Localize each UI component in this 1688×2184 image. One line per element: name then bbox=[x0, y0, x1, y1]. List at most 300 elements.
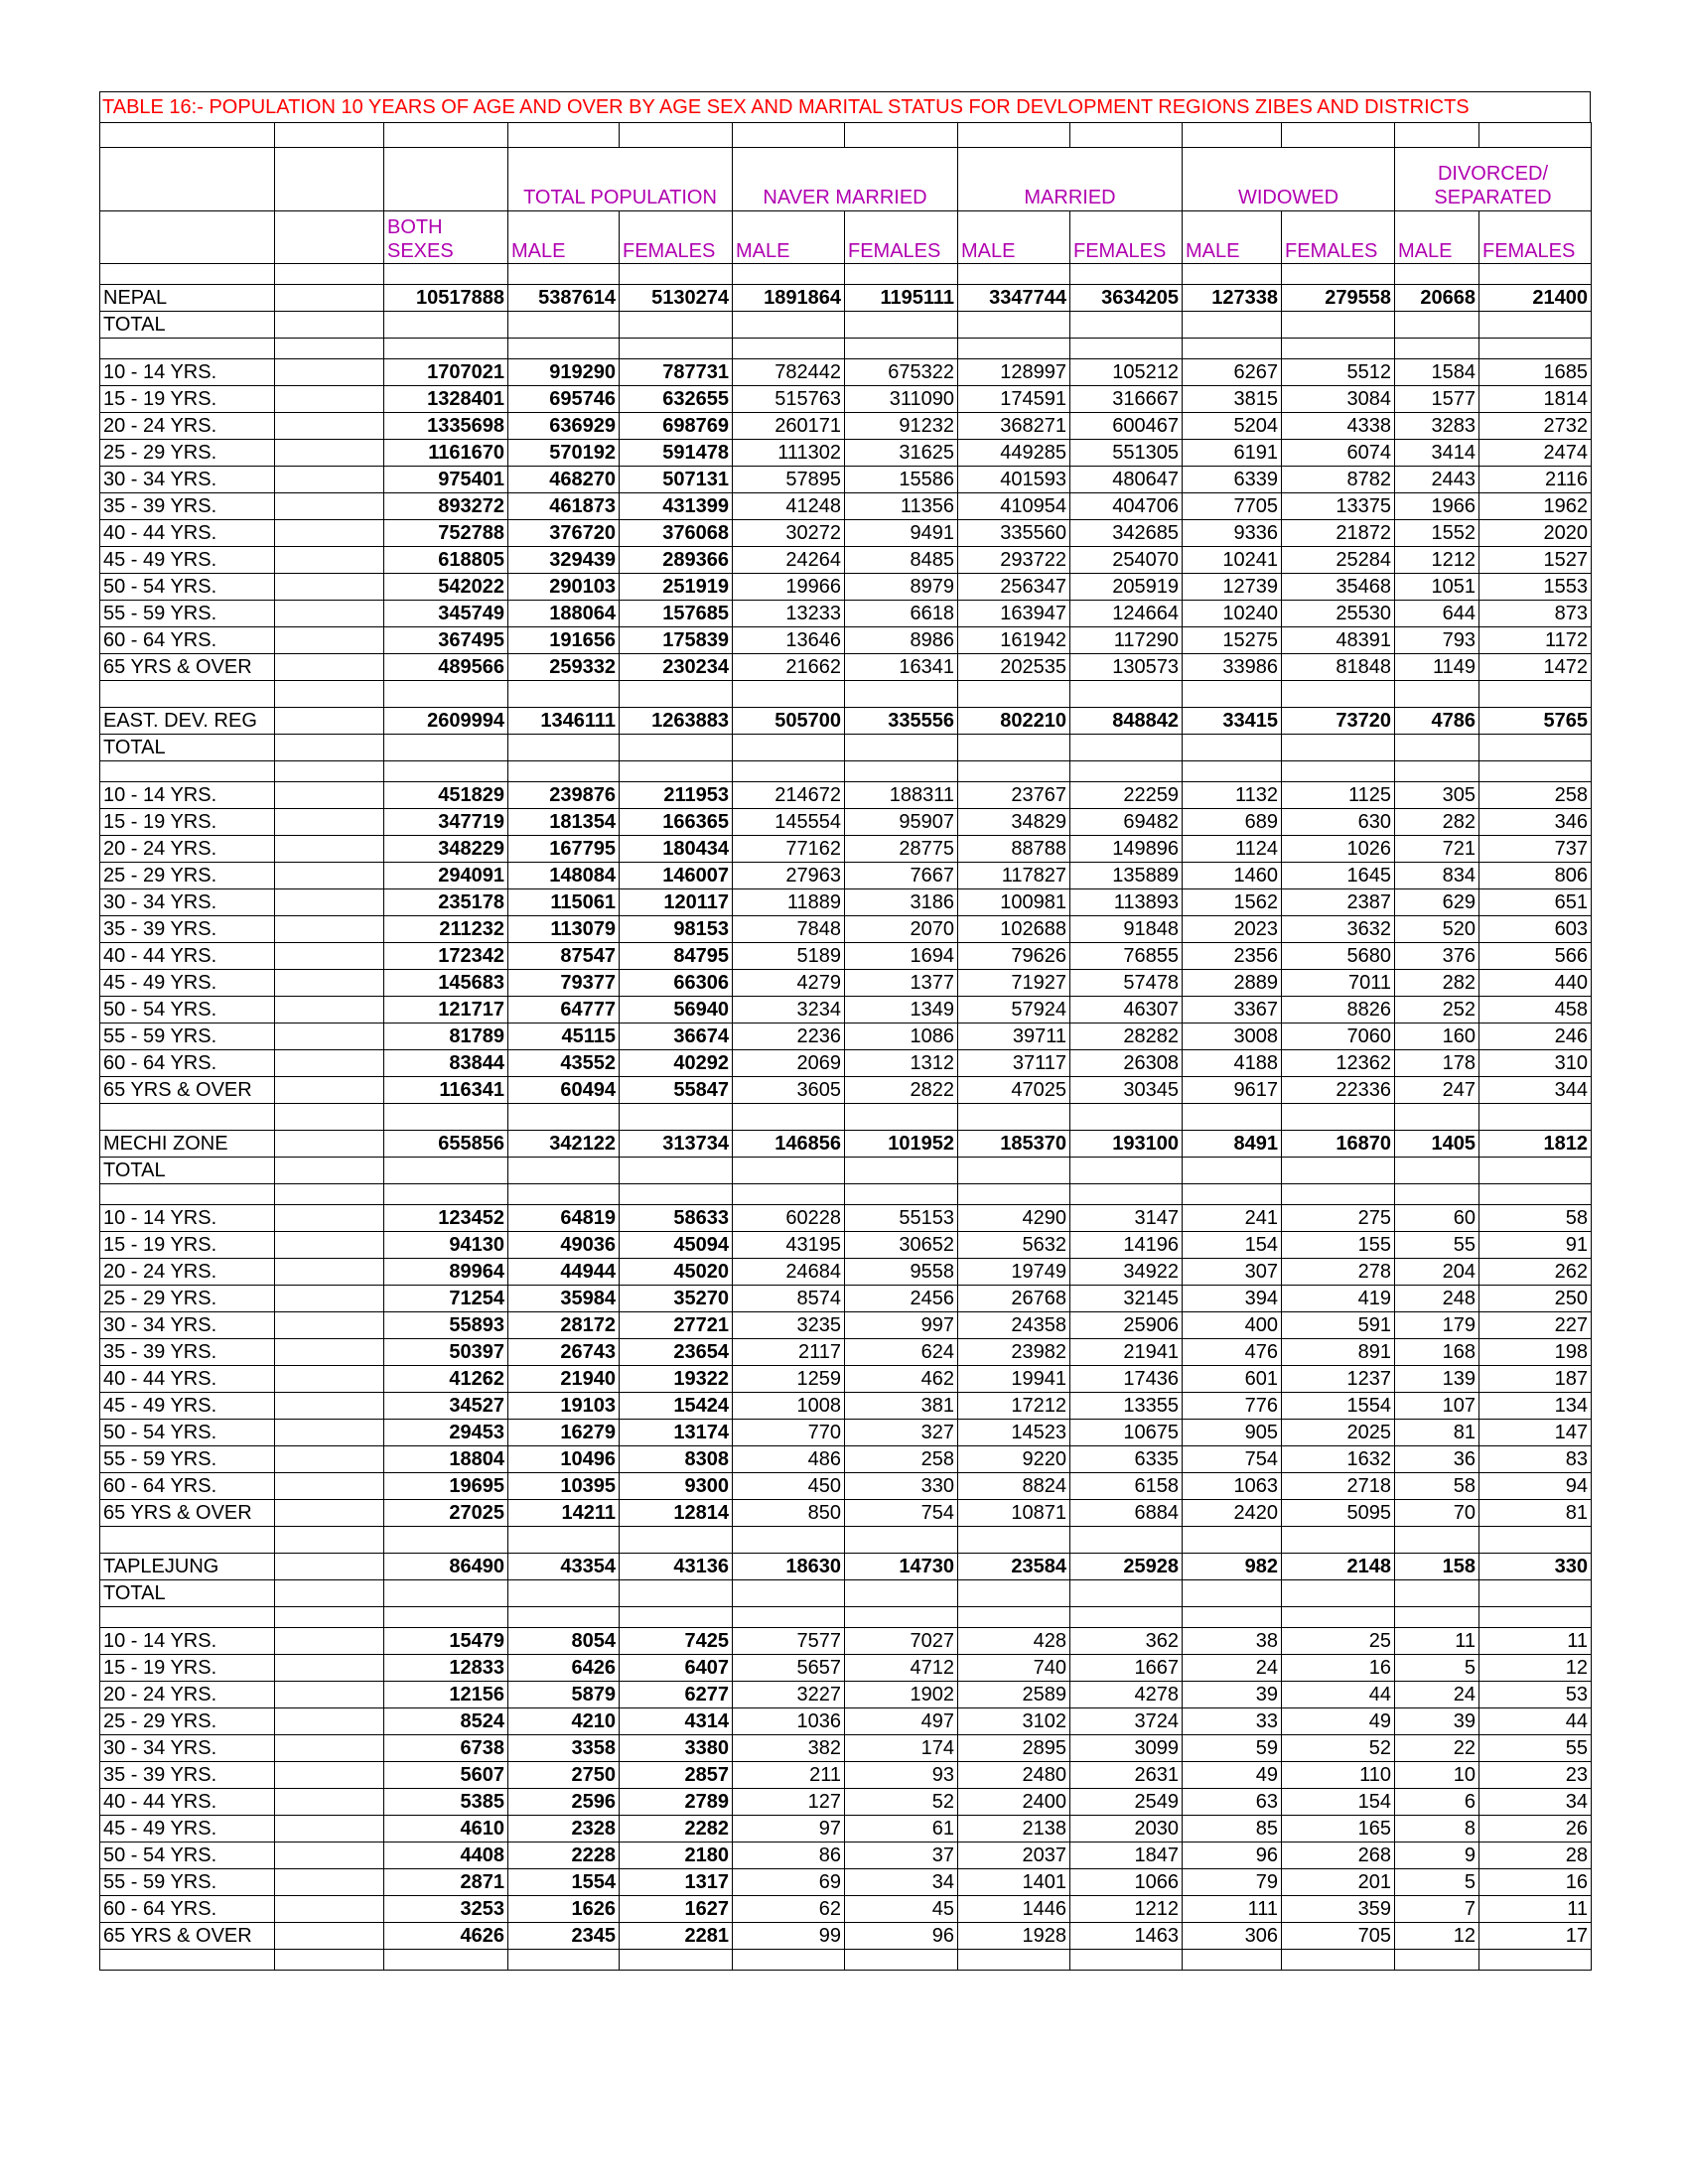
value-cell: 52 bbox=[845, 1789, 958, 1816]
empty-cell bbox=[275, 1554, 384, 1580]
value-cell: 344 bbox=[1479, 1077, 1592, 1104]
value-cell: 25 bbox=[1282, 1628, 1395, 1655]
empty-cell bbox=[100, 339, 275, 359]
table-row bbox=[100, 1735, 1592, 1762]
value-cell: 2281 bbox=[620, 1923, 733, 1950]
value-cell: 461873 bbox=[508, 493, 620, 520]
table-row bbox=[100, 1259, 1592, 1286]
empty-cell bbox=[384, 312, 508, 339]
total-value: 342122 bbox=[508, 1131, 620, 1158]
empty-cell bbox=[1479, 1158, 1592, 1184]
value-cell: 893272 bbox=[384, 493, 508, 520]
header-group-row bbox=[100, 148, 1592, 211]
value-cell: 1928 bbox=[958, 1923, 1070, 1950]
empty-cell bbox=[733, 735, 845, 761]
value-cell: 26768 bbox=[958, 1286, 1070, 1312]
value-cell: 2345 bbox=[508, 1923, 620, 1950]
value-cell: 2480 bbox=[958, 1762, 1070, 1789]
table-row bbox=[100, 836, 1592, 863]
value-cell: 644 bbox=[1395, 601, 1479, 627]
value-cell: 2070 bbox=[845, 916, 958, 943]
value-cell: 205919 bbox=[1070, 574, 1183, 601]
value-cell: 740 bbox=[958, 1655, 1070, 1682]
empty-cell bbox=[845, 761, 958, 782]
empty-cell bbox=[845, 1104, 958, 1131]
section-name: TAPLEJUNG bbox=[100, 1554, 275, 1580]
total-value: 33415 bbox=[1183, 708, 1282, 735]
col-divorced-male: MALE bbox=[1395, 211, 1479, 264]
empty-cell bbox=[1395, 1580, 1479, 1607]
value-cell: 55153 bbox=[845, 1205, 958, 1232]
value-cell: 147 bbox=[1479, 1420, 1592, 1446]
value-cell: 117290 bbox=[1070, 627, 1183, 654]
value-cell: 1577 bbox=[1395, 386, 1479, 413]
value-cell: 975401 bbox=[384, 467, 508, 493]
value-cell: 4279 bbox=[733, 970, 845, 997]
value-cell: 776 bbox=[1183, 1393, 1282, 1420]
value-cell: 60228 bbox=[733, 1205, 845, 1232]
value-cell: 1472 bbox=[1479, 654, 1592, 681]
value-cell: 737 bbox=[1479, 836, 1592, 863]
value-cell: 9617 bbox=[1183, 1077, 1282, 1104]
total-value: 146856 bbox=[733, 1131, 845, 1158]
value-cell: 10871 bbox=[958, 1500, 1070, 1527]
empty-cell bbox=[1070, 1184, 1183, 1205]
value-cell: 1966 bbox=[1395, 493, 1479, 520]
empty-cell bbox=[1479, 1607, 1592, 1628]
empty-cell bbox=[384, 681, 508, 708]
empty-cell bbox=[958, 735, 1070, 761]
table-row bbox=[100, 1923, 1592, 1950]
age-group-label: 40 - 44 YRS. bbox=[100, 1366, 275, 1393]
value-cell: 30652 bbox=[845, 1232, 958, 1259]
value-cell: 480647 bbox=[1070, 467, 1183, 493]
value-cell: 1667 bbox=[1070, 1655, 1183, 1682]
value-cell: 38 bbox=[1183, 1628, 1282, 1655]
table-row bbox=[100, 970, 1592, 997]
empty-cell bbox=[384, 1158, 508, 1184]
value-cell: 5680 bbox=[1282, 943, 1395, 970]
empty-cell bbox=[275, 1104, 384, 1131]
value-cell: 69 bbox=[733, 1869, 845, 1896]
empty-cell bbox=[845, 1607, 958, 1628]
value-cell: 81 bbox=[1395, 1420, 1479, 1446]
age-group-label: 55 - 59 YRS. bbox=[100, 1024, 275, 1050]
value-cell: 57895 bbox=[733, 467, 845, 493]
age-group-label: 55 - 59 YRS. bbox=[100, 1446, 275, 1473]
value-cell: 8824 bbox=[958, 1473, 1070, 1500]
age-group-label: 20 - 24 YRS. bbox=[100, 1682, 275, 1708]
empty-cell bbox=[1395, 312, 1479, 339]
empty-cell bbox=[384, 761, 508, 782]
empty-cell bbox=[384, 339, 508, 359]
table-row bbox=[100, 1682, 1592, 1708]
empty-cell bbox=[275, 1869, 384, 1896]
value-cell: 45094 bbox=[620, 1232, 733, 1259]
empty-cell bbox=[384, 1607, 508, 1628]
value-cell: 6335 bbox=[1070, 1446, 1183, 1473]
spacer-row bbox=[100, 1527, 1592, 1554]
value-cell: 22 bbox=[1395, 1735, 1479, 1762]
value-cell: 105212 bbox=[1070, 359, 1183, 386]
value-cell: 2631 bbox=[1070, 1762, 1183, 1789]
value-cell: 53 bbox=[1479, 1682, 1592, 1708]
value-cell: 2138 bbox=[958, 1816, 1070, 1843]
empty-cell bbox=[733, 1580, 845, 1607]
group-married: MARRIED bbox=[958, 148, 1183, 211]
value-cell: 15424 bbox=[620, 1393, 733, 1420]
empty-cell bbox=[620, 1104, 733, 1131]
age-group-label: 55 - 59 YRS. bbox=[100, 1869, 275, 1896]
value-cell: 62 bbox=[733, 1896, 845, 1923]
value-cell: 1051 bbox=[1395, 574, 1479, 601]
total-value: 330 bbox=[1479, 1554, 1592, 1580]
empty-cell bbox=[508, 1527, 620, 1554]
value-cell: 458 bbox=[1479, 997, 1592, 1024]
empty-cell bbox=[733, 339, 845, 359]
value-cell: 507131 bbox=[620, 467, 733, 493]
value-cell: 256347 bbox=[958, 574, 1070, 601]
empty-cell bbox=[275, 467, 384, 493]
value-cell: 282 bbox=[1395, 970, 1479, 997]
table-row bbox=[100, 782, 1592, 809]
value-cell: 542022 bbox=[384, 574, 508, 601]
value-cell: 2023 bbox=[1183, 916, 1282, 943]
empty-cell bbox=[275, 1286, 384, 1312]
age-group-label: 55 - 59 YRS. bbox=[100, 601, 275, 627]
empty-cell bbox=[1479, 761, 1592, 782]
total-value: 313734 bbox=[620, 1131, 733, 1158]
age-group-label: 15 - 19 YRS. bbox=[100, 386, 275, 413]
empty-cell bbox=[733, 681, 845, 708]
value-cell: 15479 bbox=[384, 1628, 508, 1655]
empty-cell bbox=[620, 312, 733, 339]
value-cell: 345749 bbox=[384, 601, 508, 627]
empty-cell bbox=[845, 339, 958, 359]
empty-cell bbox=[384, 1184, 508, 1205]
value-cell: 1008 bbox=[733, 1393, 845, 1420]
value-cell: 1645 bbox=[1282, 863, 1395, 889]
empty-cell bbox=[958, 339, 1070, 359]
value-cell: 89964 bbox=[384, 1259, 508, 1286]
value-cell: 6158 bbox=[1070, 1473, 1183, 1500]
value-cell: 1026 bbox=[1282, 836, 1395, 863]
value-cell: 4314 bbox=[620, 1708, 733, 1735]
value-cell: 282 bbox=[1395, 809, 1479, 836]
table-row bbox=[100, 1708, 1592, 1735]
value-cell: 891 bbox=[1282, 1339, 1395, 1366]
value-cell: 22336 bbox=[1282, 1077, 1395, 1104]
value-cell: 28775 bbox=[845, 836, 958, 863]
value-cell: 214672 bbox=[733, 782, 845, 809]
value-cell: 211232 bbox=[384, 916, 508, 943]
value-cell: 347719 bbox=[384, 809, 508, 836]
value-cell: 1172 bbox=[1479, 627, 1592, 654]
population-table bbox=[99, 122, 1592, 1971]
value-cell: 290103 bbox=[508, 574, 620, 601]
value-cell: 10395 bbox=[508, 1473, 620, 1500]
value-cell: 124664 bbox=[1070, 601, 1183, 627]
value-cell: 161942 bbox=[958, 627, 1070, 654]
value-cell: 850 bbox=[733, 1500, 845, 1527]
section-total-row bbox=[100, 708, 1592, 735]
value-cell: 1349 bbox=[845, 997, 958, 1024]
value-cell: 41262 bbox=[384, 1366, 508, 1393]
value-cell: 100981 bbox=[958, 889, 1070, 916]
empty-cell bbox=[508, 761, 620, 782]
value-cell: 5 bbox=[1395, 1869, 1479, 1896]
value-cell: 5189 bbox=[733, 943, 845, 970]
group-never-married: NAVER MARRIED bbox=[733, 148, 958, 211]
value-cell: 5879 bbox=[508, 1682, 620, 1708]
value-cell: 58633 bbox=[620, 1205, 733, 1232]
value-cell: 123452 bbox=[384, 1205, 508, 1232]
value-cell: 96 bbox=[1183, 1843, 1282, 1869]
empty-cell bbox=[1183, 1104, 1282, 1131]
total-value: 43136 bbox=[620, 1554, 733, 1580]
empty-cell bbox=[1282, 1527, 1395, 1554]
value-cell: 330 bbox=[845, 1473, 958, 1500]
empty-cell bbox=[275, 761, 384, 782]
empty-cell bbox=[275, 1446, 384, 1473]
value-cell: 93 bbox=[845, 1762, 958, 1789]
value-cell: 3367 bbox=[1183, 997, 1282, 1024]
value-cell: 9 bbox=[1395, 1843, 1479, 1869]
total-value: 127338 bbox=[1183, 285, 1282, 312]
value-cell: 3102 bbox=[958, 1708, 1070, 1735]
value-cell: 1328401 bbox=[384, 386, 508, 413]
age-group-label: 10 - 14 YRS. bbox=[100, 782, 275, 809]
table-row bbox=[100, 1393, 1592, 1420]
value-cell: 79377 bbox=[508, 970, 620, 997]
value-cell: 515763 bbox=[733, 386, 845, 413]
value-cell: 1237 bbox=[1282, 1366, 1395, 1393]
table-row bbox=[100, 1869, 1592, 1896]
value-cell: 5204 bbox=[1183, 413, 1282, 440]
section-total-label: TOTAL bbox=[100, 1580, 275, 1607]
empty-cell bbox=[1183, 1580, 1282, 1607]
value-cell: 1066 bbox=[1070, 1869, 1183, 1896]
value-cell: 675322 bbox=[845, 359, 958, 386]
value-cell: 4210 bbox=[508, 1708, 620, 1735]
value-cell: 316667 bbox=[1070, 386, 1183, 413]
total-value: 73720 bbox=[1282, 708, 1395, 735]
empty-cell bbox=[275, 627, 384, 654]
total-value: 1263883 bbox=[620, 708, 733, 735]
empty-cell bbox=[275, 601, 384, 627]
table-row bbox=[100, 1024, 1592, 1050]
table-row bbox=[100, 574, 1592, 601]
value-cell: 834 bbox=[1395, 863, 1479, 889]
empty-cell bbox=[275, 1024, 384, 1050]
value-cell: 4290 bbox=[958, 1205, 1070, 1232]
value-cell: 3605 bbox=[733, 1077, 845, 1104]
total-value: 505700 bbox=[733, 708, 845, 735]
value-cell: 85 bbox=[1183, 1816, 1282, 1843]
value-cell: 6618 bbox=[845, 601, 958, 627]
value-cell: 5512 bbox=[1282, 359, 1395, 386]
value-cell: 34829 bbox=[958, 809, 1070, 836]
value-cell: 705 bbox=[1282, 1923, 1395, 1950]
value-cell: 8054 bbox=[508, 1628, 620, 1655]
value-cell: 16341 bbox=[845, 654, 958, 681]
value-cell: 202535 bbox=[958, 654, 1070, 681]
value-cell: 157685 bbox=[620, 601, 733, 627]
value-cell: 64819 bbox=[508, 1205, 620, 1232]
section-name: NEPAL bbox=[100, 285, 275, 312]
value-cell: 23767 bbox=[958, 782, 1070, 809]
empty-cell bbox=[733, 761, 845, 782]
value-cell: 6 bbox=[1395, 1789, 1479, 1816]
empty-cell bbox=[958, 761, 1070, 782]
value-cell: 754 bbox=[1183, 1446, 1282, 1473]
value-cell: 86 bbox=[733, 1843, 845, 1869]
value-cell: 50397 bbox=[384, 1339, 508, 1366]
value-cell: 34527 bbox=[384, 1393, 508, 1420]
table-row bbox=[100, 413, 1592, 440]
age-group-label: 10 - 14 YRS. bbox=[100, 1205, 275, 1232]
value-cell: 1401 bbox=[958, 1869, 1070, 1896]
value-cell: 2117 bbox=[733, 1339, 845, 1366]
spacer-row bbox=[100, 1607, 1592, 1628]
empty-cell bbox=[275, 735, 384, 761]
value-cell: 26 bbox=[1479, 1816, 1592, 1843]
empty-cell bbox=[620, 1607, 733, 1628]
value-cell: 19941 bbox=[958, 1366, 1070, 1393]
value-cell: 2443 bbox=[1395, 467, 1479, 493]
value-cell: 8979 bbox=[845, 574, 958, 601]
value-cell: 22259 bbox=[1070, 782, 1183, 809]
value-cell: 49 bbox=[1282, 1708, 1395, 1735]
value-cell: 997 bbox=[845, 1312, 958, 1339]
value-cell: 41248 bbox=[733, 493, 845, 520]
empty-cell bbox=[1183, 1607, 1282, 1628]
age-group-label: 20 - 24 YRS. bbox=[100, 1259, 275, 1286]
value-cell: 1063 bbox=[1183, 1473, 1282, 1500]
value-cell: 227 bbox=[1479, 1312, 1592, 1339]
value-cell: 88788 bbox=[958, 836, 1070, 863]
spacer-row bbox=[100, 761, 1592, 782]
empty-cell bbox=[1070, 1950, 1183, 1971]
empty-cell bbox=[1395, 1158, 1479, 1184]
value-cell: 188311 bbox=[845, 782, 958, 809]
total-value: 193100 bbox=[1070, 1131, 1183, 1158]
age-group-label: 10 - 14 YRS. bbox=[100, 1628, 275, 1655]
empty-cell bbox=[1070, 1158, 1183, 1184]
empty-cell bbox=[958, 1527, 1070, 1554]
value-cell: 12814 bbox=[620, 1500, 733, 1527]
empty-cell bbox=[1395, 681, 1479, 708]
spacer-row bbox=[100, 339, 1592, 359]
value-cell: 4712 bbox=[845, 1655, 958, 1682]
empty-cell bbox=[1070, 761, 1183, 782]
table-row bbox=[100, 359, 1592, 386]
empty-cell bbox=[958, 1104, 1070, 1131]
value-cell: 91848 bbox=[1070, 916, 1183, 943]
value-cell: 6074 bbox=[1282, 440, 1395, 467]
value-cell: 7425 bbox=[620, 1628, 733, 1655]
age-group-label: 50 - 54 YRS. bbox=[100, 997, 275, 1024]
value-cell: 76855 bbox=[1070, 943, 1183, 970]
empty-cell bbox=[275, 1184, 384, 1205]
table-row bbox=[100, 1446, 1592, 1473]
empty-cell bbox=[1282, 681, 1395, 708]
value-cell: 96 bbox=[845, 1923, 958, 1950]
age-group-label: 60 - 64 YRS. bbox=[100, 627, 275, 654]
value-cell: 36 bbox=[1395, 1446, 1479, 1473]
value-cell: 45 bbox=[845, 1896, 958, 1923]
value-cell: 4338 bbox=[1282, 413, 1395, 440]
total-value: 14730 bbox=[845, 1554, 958, 1580]
empty-cell bbox=[275, 1628, 384, 1655]
empty-cell bbox=[845, 1580, 958, 1607]
value-cell: 3235 bbox=[733, 1312, 845, 1339]
value-cell: 6407 bbox=[620, 1655, 733, 1682]
value-cell: 4188 bbox=[1183, 1050, 1282, 1077]
empty-cell bbox=[275, 1393, 384, 1420]
table-row bbox=[100, 547, 1592, 574]
empty-cell bbox=[1183, 1527, 1282, 1554]
value-cell: 2750 bbox=[508, 1762, 620, 1789]
value-cell: 12833 bbox=[384, 1655, 508, 1682]
value-cell: 175839 bbox=[620, 627, 733, 654]
section-total-row bbox=[100, 1131, 1592, 1158]
value-cell: 468270 bbox=[508, 467, 620, 493]
value-cell: 752788 bbox=[384, 520, 508, 547]
empty-cell bbox=[275, 1708, 384, 1735]
empty-cell bbox=[275, 1366, 384, 1393]
value-cell: 335560 bbox=[958, 520, 1070, 547]
value-cell: 48391 bbox=[1282, 627, 1395, 654]
value-cell: 60494 bbox=[508, 1077, 620, 1104]
value-cell: 404706 bbox=[1070, 493, 1183, 520]
value-cell: 91232 bbox=[845, 413, 958, 440]
value-cell: 10240 bbox=[1183, 601, 1282, 627]
value-cell: 201 bbox=[1282, 1869, 1395, 1896]
empty-cell bbox=[620, 1950, 733, 1971]
total-value: 185370 bbox=[958, 1131, 1070, 1158]
value-cell: 191656 bbox=[508, 627, 620, 654]
empty-cell bbox=[620, 1158, 733, 1184]
empty-cell bbox=[100, 1950, 275, 1971]
empty-cell bbox=[275, 312, 384, 339]
value-cell: 787731 bbox=[620, 359, 733, 386]
value-cell: 30272 bbox=[733, 520, 845, 547]
value-cell: 1086 bbox=[845, 1024, 958, 1050]
age-group-label: 25 - 29 YRS. bbox=[100, 1286, 275, 1312]
value-cell: 19103 bbox=[508, 1393, 620, 1420]
value-cell: 3008 bbox=[1183, 1024, 1282, 1050]
section-total-row bbox=[100, 285, 1592, 312]
value-cell: 23654 bbox=[620, 1339, 733, 1366]
value-cell: 15275 bbox=[1183, 627, 1282, 654]
value-cell: 13646 bbox=[733, 627, 845, 654]
value-cell: 81 bbox=[1479, 1500, 1592, 1527]
value-cell: 247 bbox=[1395, 1077, 1479, 1104]
empty-cell bbox=[1183, 761, 1282, 782]
empty-cell bbox=[1479, 1950, 1592, 1971]
value-cell: 45020 bbox=[620, 1259, 733, 1286]
value-cell: 30345 bbox=[1070, 1077, 1183, 1104]
value-cell: 1632 bbox=[1282, 1446, 1395, 1473]
value-cell: 52 bbox=[1282, 1735, 1395, 1762]
value-cell: 2400 bbox=[958, 1789, 1070, 1816]
value-cell: 7705 bbox=[1183, 493, 1282, 520]
total-value: 5387614 bbox=[508, 285, 620, 312]
total-value: 802210 bbox=[958, 708, 1070, 735]
empty-cell bbox=[275, 359, 384, 386]
value-cell: 449285 bbox=[958, 440, 1070, 467]
